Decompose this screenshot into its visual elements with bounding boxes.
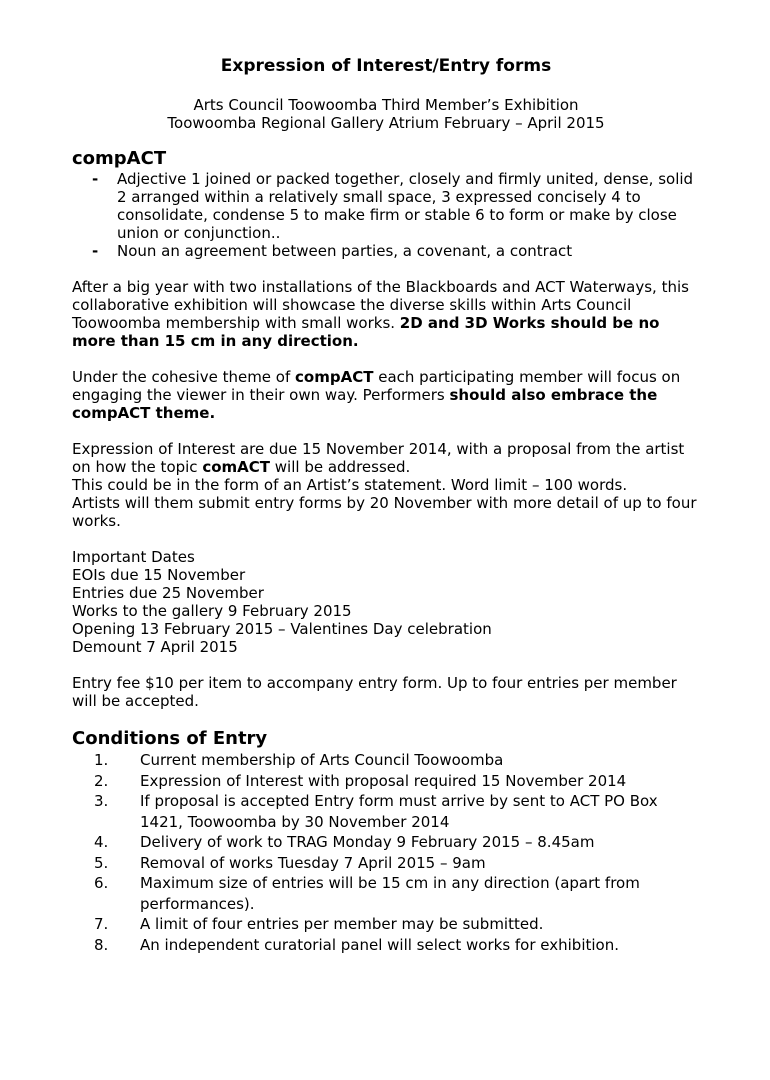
eoi-entry-line: Artists will them submit entry forms by 20 November with more detail of up to four works.: [72, 494, 697, 530]
dates-heading: Important Dates: [72, 548, 195, 566]
performer-note: should also embrace the compACT theme.: [72, 386, 658, 422]
eoi-statement-line: This could be in the form of an Artist’s statement. Word limit – 100 words.: [72, 476, 628, 494]
compact-heading: compACT: [72, 148, 167, 169]
intro-paragraph: After a big year with two installations of the Blackboards and ACT Waterways, this collaborative exhibition will showcase the diverse skills within Arts Council Toowoomba membership with small works. 2D and 3D Works should be no more than 15 cm in any direction.: [72, 278, 689, 350]
size-limit-text: 2D and 3D Works should be no more than 15 cm in any direction.: [72, 314, 660, 350]
condition-item: 4. Delivery of work to TRAG Monday 9 February 2015 – 8.45am: [94, 833, 595, 851]
document-page: [0, 56, 700, 955]
subtitle-line-2: Toowoomba Regional Gallery Atrium February – April 2015: [167, 114, 605, 132]
conditions-heading: Conditions of Entry: [72, 728, 268, 749]
condition-item: 1. Current membership of Arts Council Toowoomba: [94, 751, 504, 769]
page-title: Expression of Interest/Entry forms: [220, 56, 552, 76]
eoi-term: comACT: [202, 458, 271, 476]
condition-item: 6. Maximum size of entries will be 15 cm in any direction (apart from performances).: [94, 874, 640, 913]
definition-list: [72, 170, 700, 260]
date-item: Entries due 25 November: [72, 584, 264, 602]
fee-paragraph: Entry fee $10 per item to accompany entry form. Up to four entries per member will be accepted.: [72, 674, 677, 710]
bullet-dash: -: [92, 242, 99, 260]
date-item: Demount 7 April 2015: [72, 638, 238, 656]
date-item: Opening 13 February 2015 – Valentines Day celebration: [72, 620, 492, 638]
condition-item: 3. If proposal is accepted Entry form must arrive by sent to ACT PO Box 1421, Toowoomba by 30 November 2014: [94, 792, 658, 831]
conditions-list: [72, 750, 700, 955]
theme-term: compACT: [295, 368, 374, 386]
definition-text: Adjective 1 joined or packed together, closely and firmly united, dense, solid 2 arranged within a relatively small space, 3 expressed concisely 4 to consolidate, condense 5 to make firm or stable 6 to form or make by close union or conjunction..: [117, 170, 694, 242]
condition-item: 2. Expression of Interest with proposal required 15 November 2014: [94, 771, 627, 790]
eoi-paragraph: Expression of Interest are due 15 November 2014, with a proposal from the artist on how the topic comACT will be addressed.: [72, 440, 685, 476]
date-item: Works to the gallery 9 February 2015: [72, 602, 352, 620]
bullet-dash: -: [92, 170, 99, 188]
definition-item: [72, 170, 700, 242]
condition-item: 5. Removal of works Tuesday 7 April 2015 – 9am: [94, 853, 486, 872]
definition-item: [72, 242, 700, 260]
condition-item: 8. An independent curatorial panel will select works for exhibition.: [94, 935, 619, 954]
condition-item: 7. A limit of four entries per member may be submitted.: [94, 915, 544, 933]
date-item: EOIs due 15 November: [72, 566, 246, 584]
theme-paragraph: Under the cohesive theme of compACT each participating member will focus on engaging the viewer in their own way. Performers should also embrace the compACT theme.: [72, 368, 681, 422]
subtitle-line-1: Arts Council Toowoomba Third Member’s Exhibition: [193, 96, 579, 114]
definition-text: Noun an agreement between parties, a covenant, a contract: [117, 242, 573, 260]
